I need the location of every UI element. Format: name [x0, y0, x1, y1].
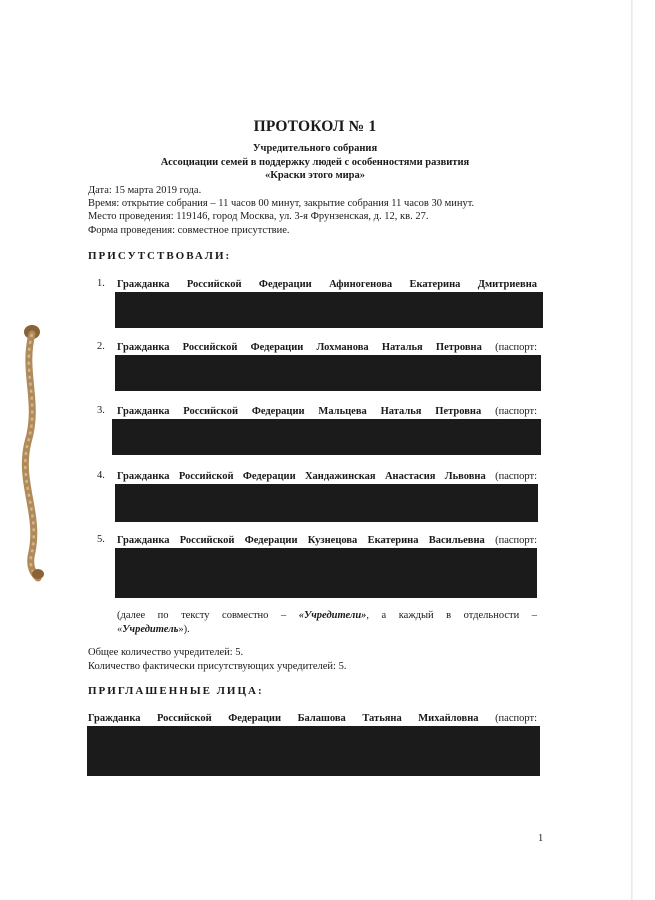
founders-note — [117, 609, 537, 637]
attendee-name: Гражданка Российской Федерации Афиногенова Екатерина Дмитриевна — [117, 279, 537, 290]
meeting-date: Дата: 15 марта 2019 года. — [88, 185, 202, 196]
attendee-line — [117, 341, 537, 354]
note-text: (далее по тексту совместно – — [117, 610, 287, 621]
note-line — [117, 609, 537, 623]
meeting-form: Форма проведения: совместное присутствие. — [88, 224, 290, 236]
redaction-block — [115, 292, 543, 328]
attendee-number: 2. — [97, 341, 105, 352]
attendee-line — [117, 405, 537, 418]
meeting-details — [88, 184, 548, 237]
subtitle-line: Учредительного собрания — [252, 143, 378, 154]
invited-passport-label: (паспорт: — [495, 713, 537, 724]
attendee-name: Гражданка Российской Федерации Кузнецова Екатерина Васильевна — [117, 535, 485, 546]
subtitle-line: «Краски этого мира» — [264, 170, 366, 181]
present-heading: ПРИСУТСТВОВАЛИ: — [88, 250, 232, 262]
binding-twine — [10, 322, 44, 584]
redaction-block — [115, 355, 541, 391]
attendee-number: 3. — [97, 405, 105, 416]
redaction-block — [87, 726, 540, 776]
meeting-place: Место проведения: 119146, город Москва, ул. 3-я Фрунзенская, д. 12, кв. 27. — [88, 211, 429, 223]
attendee-line — [117, 534, 537, 547]
note-line: «Учредитель»). — [117, 624, 190, 635]
document-subtitle — [0, 142, 630, 183]
redaction-block — [112, 419, 541, 455]
total-founders: Общее количество учредителей: 5. — [88, 647, 244, 658]
attendee-name: Гражданка Российской Федерации Мальцева Наталья Петровна — [117, 406, 482, 417]
attendee-line — [117, 278, 537, 291]
attendee-line — [117, 470, 537, 483]
meeting-time: Время: открытие собрания – 11 часов 00 минут, закрытие собрания 11 часов 30 минут. — [88, 198, 475, 210]
attendee-number: 4. — [97, 470, 105, 481]
attendee-passport-label: (паспорт: — [495, 406, 537, 417]
totals — [88, 646, 346, 674]
redaction-block — [115, 548, 537, 598]
note-term: «Учредители», а каждый в отдельности – — [298, 610, 537, 621]
present-founders: Количество фактически присутствующих учредителей: 5. — [88, 661, 347, 672]
attendee-passport-label: (паспорт: — [495, 535, 537, 546]
invited-heading: ПРИГЛАШЕННЫЕ ЛИЦА: — [88, 685, 264, 697]
attendee-name: Гражданка Российской Федерации Хандажинская Анастасия Львовна — [117, 471, 486, 482]
invited-person-name: Гражданка Российской Федерации Балашова Татьяна Михайловна — [88, 713, 479, 724]
attendee-passport-label: (паспорт: — [495, 471, 537, 482]
document-title: ПРОТОКОЛ № 1 — [253, 118, 377, 135]
subtitle-line: Ассоциации семей в поддержку людей с особенностями развития — [160, 156, 470, 168]
attendee-passport-label: (паспорт: — [495, 342, 537, 353]
redaction-block — [115, 484, 538, 522]
attendee-name: Гражданка Российской Федерации Лохманова Наталья Петровна — [117, 342, 482, 353]
page-number: 1 — [538, 833, 544, 844]
attendee-number: 1. — [97, 278, 105, 289]
page-edge — [631, 0, 633, 900]
attendee-number: 5. — [97, 534, 105, 545]
invited-person-line — [88, 712, 537, 725]
